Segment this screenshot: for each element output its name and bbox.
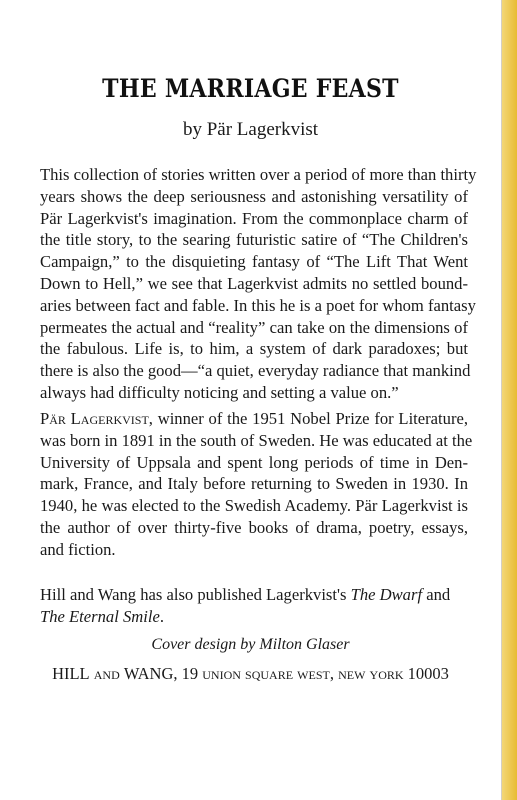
book-title-italic: The Eternal Smile — [40, 606, 160, 626]
publisher-zip: 10003 — [407, 664, 449, 683]
author-byline: by Pär Lagerkvist — [182, 119, 319, 140]
text-line: permeates the actual and “reality” can take on the dimensions of — [40, 317, 468, 337]
text-fragment: and — [422, 585, 451, 604]
text-line: years shows the deep seriousness and astonishing versatility of — [40, 186, 468, 206]
book-title-italic: The Dwarf — [350, 585, 423, 604]
book-title: THE MARRIAGE FEAST — [102, 74, 399, 103]
text-line: Down to Hell,” we see that Lagerkvist admits no settled bound- — [40, 273, 468, 293]
also-published-paragraph — [40, 584, 468, 628]
author-bio-paragraph — [40, 408, 473, 561]
text-line: Campaign,” to the disquieting fantasy of “The Lift That Went — [40, 252, 468, 272]
text-line: University of Uppsala and spent long periods of time in Den- — [40, 452, 468, 472]
text-line: 1940, he was elected to the Swedish Academy. Pär Lagerkvist is — [40, 496, 468, 516]
text-fragment: Hill and Wang has also published Lagerkvist's — [40, 585, 351, 604]
text-line: there is also the good—“a quiet, everyday radiance that mankind — [40, 361, 471, 381]
cover-design-credit: Cover design by Milton Glaser — [151, 636, 350, 653]
text-line — [40, 606, 468, 628]
text-fragment: . — [159, 606, 164, 626]
publisher-name: and — [89, 664, 124, 683]
text-line — [40, 408, 468, 430]
text-line — [40, 584, 468, 606]
publisher-name: HILL — [52, 664, 90, 683]
text-line: the fabulous. Life is, to him, a system of dark paradoxes; but — [40, 339, 468, 359]
book-spine-edge — [502, 0, 517, 800]
publisher-name: WANG — [123, 664, 174, 683]
publisher-line — [0, 664, 501, 684]
publisher-address: union square west, new york — [202, 664, 408, 683]
text-line: and fiction. — [40, 539, 116, 559]
text-line: mark, France, and Italy before returning to Sweden in 1930. In — [40, 474, 468, 494]
publisher-address: , 19 — [173, 664, 203, 683]
text-line: aries between fact and fable. In this he is a poet for whom fantasy — [40, 295, 476, 315]
text-line: This collection of stories written over a period of more than thirty — [40, 165, 477, 184]
text-line: the title story, to the searing futuristic satire of “The Children's — [40, 230, 468, 250]
text-line: was born in 1891 in the south of Sweden. He was educated at the — [40, 430, 473, 450]
text-line: the author of over thirty-five books of drama, poetry, essays, — [40, 517, 468, 537]
text-fragment: winner of the 1951 Nobel Prize for Literature, — [152, 409, 468, 428]
text-line: always had difficulty noticing and setting a value on.” — [40, 382, 399, 402]
author-name-small-caps: Pär Lagerkvist, — [40, 409, 153, 428]
text-line: Pär Lagerkvist's imagination. From the commonplace charm of — [40, 208, 468, 228]
description-paragraph — [40, 164, 477, 404]
